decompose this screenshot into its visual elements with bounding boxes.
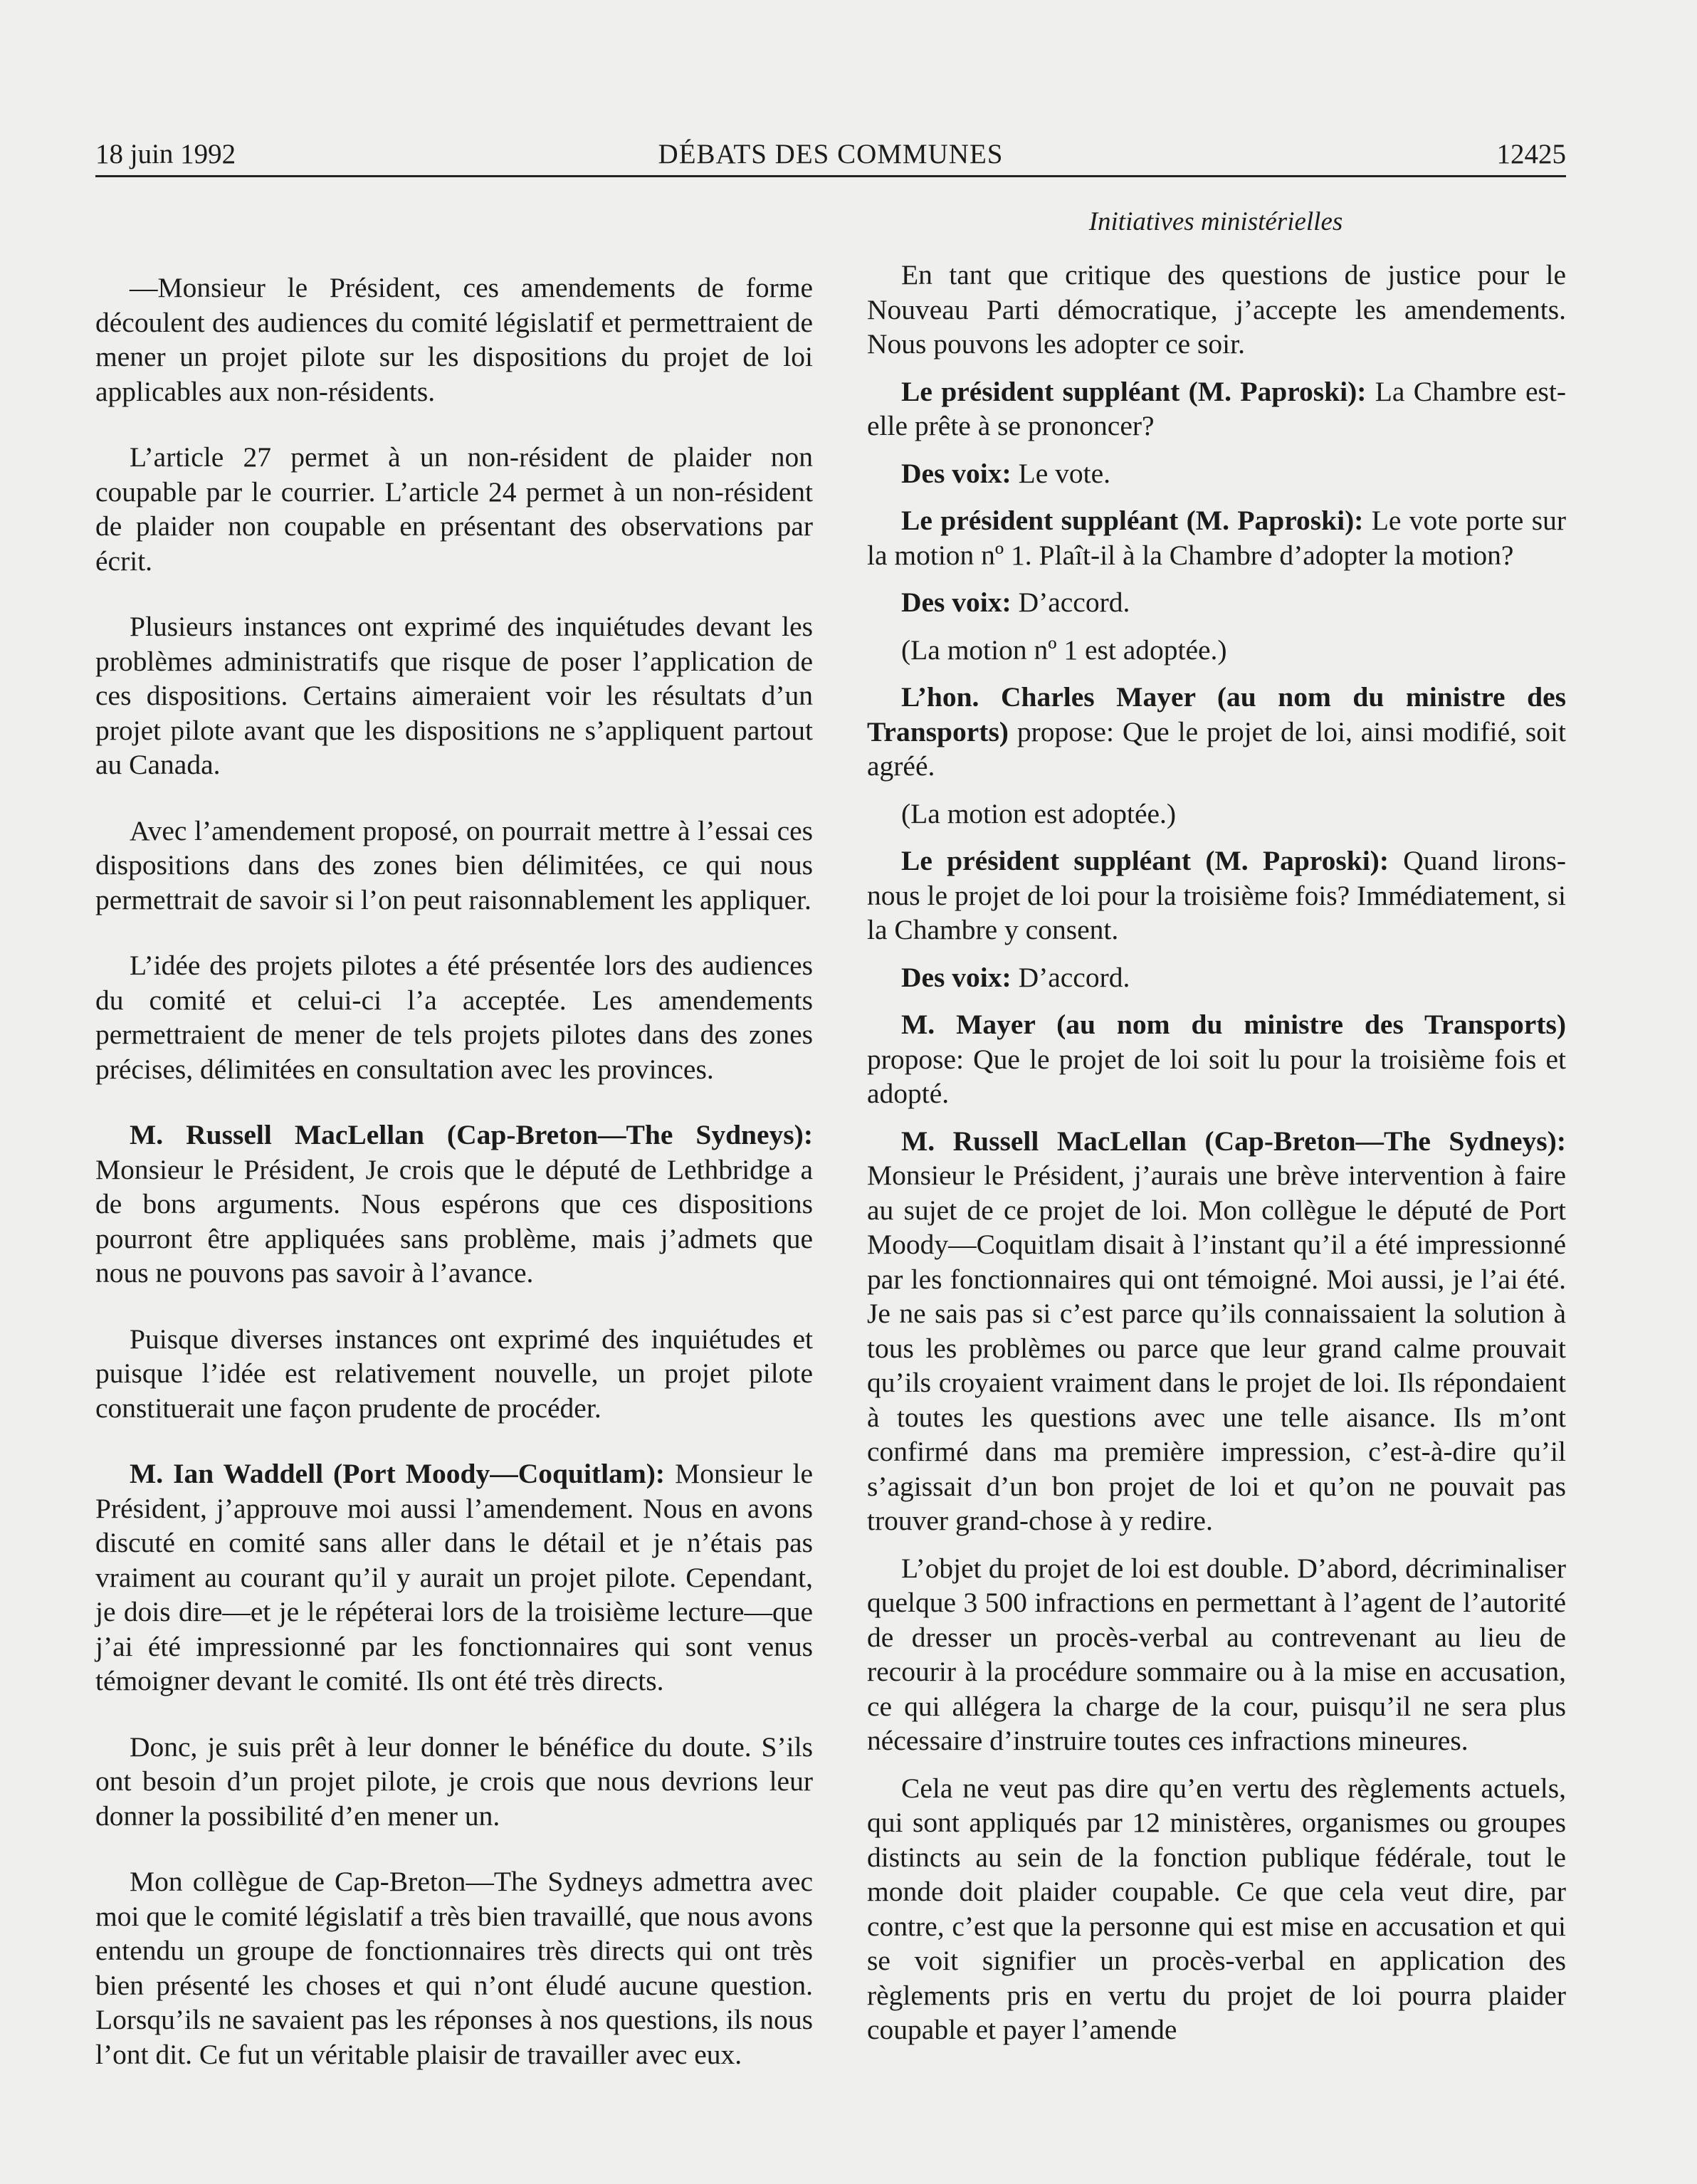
paragraph-text: D’accord. <box>1011 961 1130 993</box>
paragraph <box>867 503 1566 572</box>
paragraph <box>95 814 813 918</box>
paragraph-text: —Monsieur le Président, ces amendements de forme découlent des audiences du comité législatif et permettraient de mener un projet pilote sur les dispositions du projet de loi applicables aux non-résidents. <box>95 272 813 407</box>
speaker-name: Le président suppléant (M. Paproski): <box>901 375 1367 407</box>
header-date: 18 juin 1992 <box>95 139 236 169</box>
paragraph <box>867 960 1566 995</box>
paragraph <box>867 456 1566 491</box>
paragraph-text: Le vote porte sur la motion nº 1. Plaît-il à la Chambre d’adopter la motion? <box>867 505 1566 571</box>
paragraph <box>867 844 1566 947</box>
paragraph-text: Le vote. <box>1011 457 1110 489</box>
speaker-name: Le président suppléant (M. Paproski): <box>901 505 1364 536</box>
paragraph <box>867 1551 1566 1758</box>
paragraph <box>95 1864 813 2072</box>
paragraph-text: (La motion est adoptée.) <box>901 797 1177 829</box>
paragraph <box>95 948 813 1086</box>
section-title: Initiatives ministérielles <box>1088 207 1343 236</box>
speaker-name: M. Russell MacLellan (Cap-Breton—The Sydneys): <box>130 1119 813 1150</box>
paragraph <box>95 1118 813 1291</box>
paragraph <box>867 374 1566 443</box>
paragraph-text: La Chambre est-elle prête à se prononcer? <box>867 375 1566 441</box>
speaker-name: Des voix: <box>901 587 1012 618</box>
paragraph-text: L’article 27 permet à un non-résident de plaider non coupable par le courrier. L’article 24 permet à un non-résident de plaider non coupable en présentant des observations par écrit. <box>95 441 813 577</box>
paragraph-text: D’accord. <box>1011 587 1130 618</box>
paragraph-text: Monsieur le Président, j’aurais une brève intervention à faire au sujet de ce projet de loi. Mon collègue le député de Port Moody—Coquitlam disait à l’instant qu’il a été impressionné par les fonctionnaires qui ont témoigné. Moi aussi, je l’ai été. Je ne sais pas si c’est parce qu’ils connaissaient la solution à tous les problèmes ou parce que leur grand calme prouvait qu’ils croyaient vraiment dans le projet de loi. Ils répondaient à toutes les questions avec une telle aisance. Ils m’ont confirmé dans ma première impression, c’est-à-dire qu’il s’agissait d’un bon projet de loi et qu’on ne pouvait pas trouver grand-chose à y redire. <box>867 1160 1566 1536</box>
page-number: 12425 <box>1496 139 1566 169</box>
paragraph-text: Cela ne veut pas dire qu’en vertu des règlements actuels, qui sont appliqués par 12 ministères, organismes ou groupes distincts au sein de la fonction publique fédérale, tout le monde doit plaider coupable. Ce que cela veut dire, par contre, c’est que la personne qui est mise en accusation et qui se voit signifier un procès-verbal en application des règlements pris en vertu du projet de loi pourra plaider coupable et payer l’amende <box>867 1772 1566 2045</box>
paragraph-text: Mon collègue de Cap-Breton—The Sydneys admettra avec moi que le comité législatif a très bien travaillé, que nous avons entendu un groupe de fonctionnaires très directs qui ont très bien présenté les choses et qui n’ont éludé aucune question. Lorsqu’ils ne savaient pas les réponses à nos questions, ils nous l’ont dit. Ce fut un véritable plaisir de travailler avec eux. <box>95 1866 813 2070</box>
paragraph <box>95 609 813 782</box>
paragraph <box>867 633 1566 668</box>
speaker-name: Des voix: <box>901 457 1012 489</box>
paragraph <box>867 797 1566 831</box>
paragraph-text: Monsieur le Président, Je crois que le député de Lethbridge a de bons arguments. Nous espérons que ces dispositions pourront être appliquées sans problème, mais j’admets que nous ne pouvons pas savoir à l’avance. <box>95 1153 813 1288</box>
paragraph-text: En tant que critique des questions de justice pour le Nouveau Parti démocratique, j’accepte les amendements. Nous pouvons les adopter ce soir. <box>867 259 1566 359</box>
paragraph <box>867 1771 1566 2047</box>
paragraph-text: Monsieur le Président, j’approuve moi aussi l’amendement. Nous en avons discuté en comité sans aller dans le détail et je n’étais pas vraiment au courant qu’il y aurait un projet pilote. Cependant, je dois dire—et je le répéterai lors de la troisième lecture—que j’ai été impressionné par les fonctionnaires qui sont venus témoigner devant le comité. Ils ont été très directs. <box>95 1458 813 1696</box>
paragraph <box>95 1730 813 1834</box>
speaker-name: Le président suppléant (M. Paproski): <box>901 845 1389 876</box>
paragraph <box>867 1007 1566 1111</box>
paragraph-text: (La motion nº 1 est adoptée.) <box>901 634 1227 666</box>
speaker-name: M. Mayer (au nom du ministre des Transports) <box>901 1009 1566 1040</box>
right-column <box>867 258 1566 2060</box>
speaker-name: Des voix: <box>901 961 1012 993</box>
paragraph-text: propose: Que le projet de loi, ainsi modifié, soit agréé. <box>867 715 1566 782</box>
paragraph <box>95 271 813 409</box>
paragraph <box>867 585 1566 620</box>
paragraph <box>867 680 1566 784</box>
left-column <box>95 271 813 2103</box>
paragraph <box>95 440 813 578</box>
paragraph-text: L’objet du projet de loi est double. D’abord, décriminaliser quelque 3 500 infractions en permettant à l’agent de l’autorité de dresser un procès-verbal au contrevenant au lieu de recourir à la procédure sommaire ou à la mise en accusation, ce qui allégera la charge de la cour, puisqu’il ne sera plus nécessaire d’instruire toutes ces infractions mineures. <box>867 1552 1566 1756</box>
paragraph-text: Avec l’amendement proposé, on pourrait mettre à l’essai ces dispositions dans des zones bien délimitées, ce qui nous permettrait de savoir si l’on peut raisonnablement les appliquer. <box>95 814 813 915</box>
paragraph <box>95 1456 813 1699</box>
page-header <box>95 135 1566 177</box>
paragraph-text: L’idée des projets pilotes a été présentée lors des audiences du comité et celui-ci l’a acceptée. Les amendements permettraient de mener de tels projets pilotes dans des zones précises, délimitées en consultation avec les provinces. <box>95 950 813 1085</box>
speaker-name: L’hon. Charles Mayer (au nom du ministre des Transports) <box>867 681 1566 747</box>
paragraph <box>867 258 1566 362</box>
header-title: DÉBATS DES COMMUNES <box>658 139 1004 169</box>
speaker-name: M. Russell MacLellan (Cap-Breton—The Sydneys): <box>901 1125 1566 1157</box>
paragraph <box>867 1124 1566 1538</box>
paragraph <box>95 1322 813 1426</box>
paragraph-text: Puisque diverses instances ont exprimé des inquiétudes et puisque l’idée est relativement nouvelle, un projet pilote constituerait une façon prudente de procéder. <box>95 1323 813 1424</box>
paragraph-text: Donc, je suis prêt à leur donner le bénéfice du doute. S’ils ont besoin d’un projet pilote, je crois que nous devrions leur donner la possibilité d’en mener un. <box>95 1731 813 1832</box>
paragraph-text: Plusieurs instances ont exprimé des inquiétudes devant les problèmes administratifs que risque de poser l’application de ces dispositions. Certains aimeraient voir les résultats d’un projet pilote avant que les dispositions ne s’appliquent partout au Canada. <box>95 611 813 780</box>
speaker-name: M. Ian Waddell (Port Moody—Coquitlam): <box>130 1458 666 1489</box>
paragraph-text: Quand lirons-nous le projet de loi pour la troisième fois? Immédiatement, si la Chambre y consent. <box>867 845 1566 945</box>
paragraph-text: propose: Que le projet de loi soit lu pour la troisième fois et adopté. <box>867 1043 1566 1109</box>
